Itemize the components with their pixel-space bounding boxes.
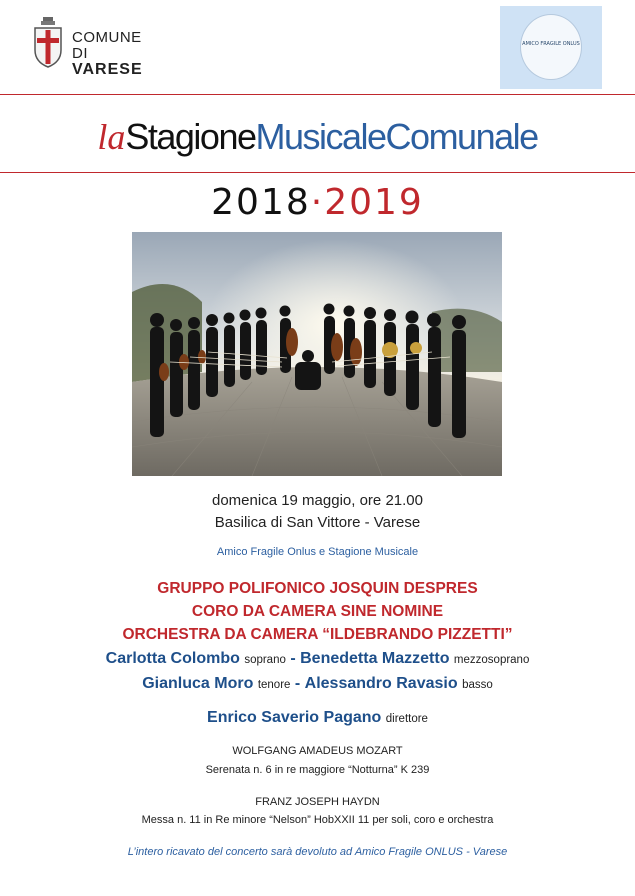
title-musicale-comunale: MusicaleComunale	[255, 116, 538, 157]
comune-text	[72, 30, 162, 78]
event-venue: Basilica di San Vittore - Varese	[214, 514, 421, 531]
title-stagione: Stagione	[125, 116, 256, 157]
conductor-role: direttore	[385, 713, 428, 725]
soloist-role: mezzosoprano	[453, 654, 530, 666]
program-composer-2: FRANZ JOSEPH HAYDN	[255, 796, 380, 808]
ensemble-3: ORCHESTRA DA CAMERA “ILDEBRANDO PIZZETTI”	[122, 626, 513, 643]
program-work-1: Serenata n. 6 in re maggiore “Notturna” K 239	[205, 764, 430, 776]
soloist-separator: -	[294, 675, 301, 692]
ensemble-1: GRUPPO POLIFONICO JOSQUIN DESPRES	[157, 580, 478, 597]
season-year-start: 2018	[211, 182, 311, 223]
comune-line-1: COMUNE DI	[72, 29, 142, 62]
conductor-name: Enrico Saverio Pagano	[207, 709, 382, 726]
season-title	[0, 112, 635, 170]
season-year-end: 2019	[324, 182, 424, 223]
bottom-divider	[0, 172, 635, 173]
amico-fragile-emblem	[520, 14, 582, 80]
season-dot: ·	[310, 182, 325, 223]
soloist-role: tenore	[257, 679, 291, 691]
event-date: domenica 19 maggio, ore 21.00	[212, 492, 423, 509]
title-la: la	[97, 117, 126, 157]
amico-fragile-logo-text: AMICO FRAGILE ONLUS	[522, 41, 580, 47]
soloists-line-2	[0, 675, 635, 693]
orchestra-photo	[132, 232, 502, 476]
season-years	[0, 180, 635, 226]
soloist-name: Carlotta Colombo	[105, 650, 240, 667]
event-organizer: Amico Fragile Onlus e Stagione Musicale	[216, 546, 419, 558]
comune-line-2: VARESE	[72, 61, 143, 78]
ensemble-2: CORO DA CAMERA SINE NOMINE	[191, 603, 444, 620]
soloist-separator: -	[290, 650, 296, 667]
soloist-name: Benedetta Mazzetto	[300, 650, 450, 667]
conductor	[0, 709, 635, 727]
footer-note: L’intero ricavato del concerto sarà devoluto ad Amico Fragile ONLUS - Varese	[127, 846, 508, 858]
soloist-role: basso	[462, 679, 493, 691]
varese-coat-of-arms-icon	[32, 16, 64, 68]
soloist-name: Alessandro Ravasio	[304, 675, 458, 692]
soloist-role: soprano	[244, 654, 286, 666]
top-divider	[0, 94, 635, 95]
comune-di-varese-logo	[32, 14, 162, 78]
soloist-name: Gianluca Moro	[142, 675, 254, 692]
amico-fragile-logo	[500, 6, 602, 89]
program-composer-1: WOLFGANG AMADEUS MOZART	[232, 745, 403, 757]
soloists-line-1	[0, 650, 635, 668]
program-work-2: Messa n. 11 in Re minore “Nelson” HobXXII 11 per soli, coro e orchestra	[141, 814, 494, 826]
